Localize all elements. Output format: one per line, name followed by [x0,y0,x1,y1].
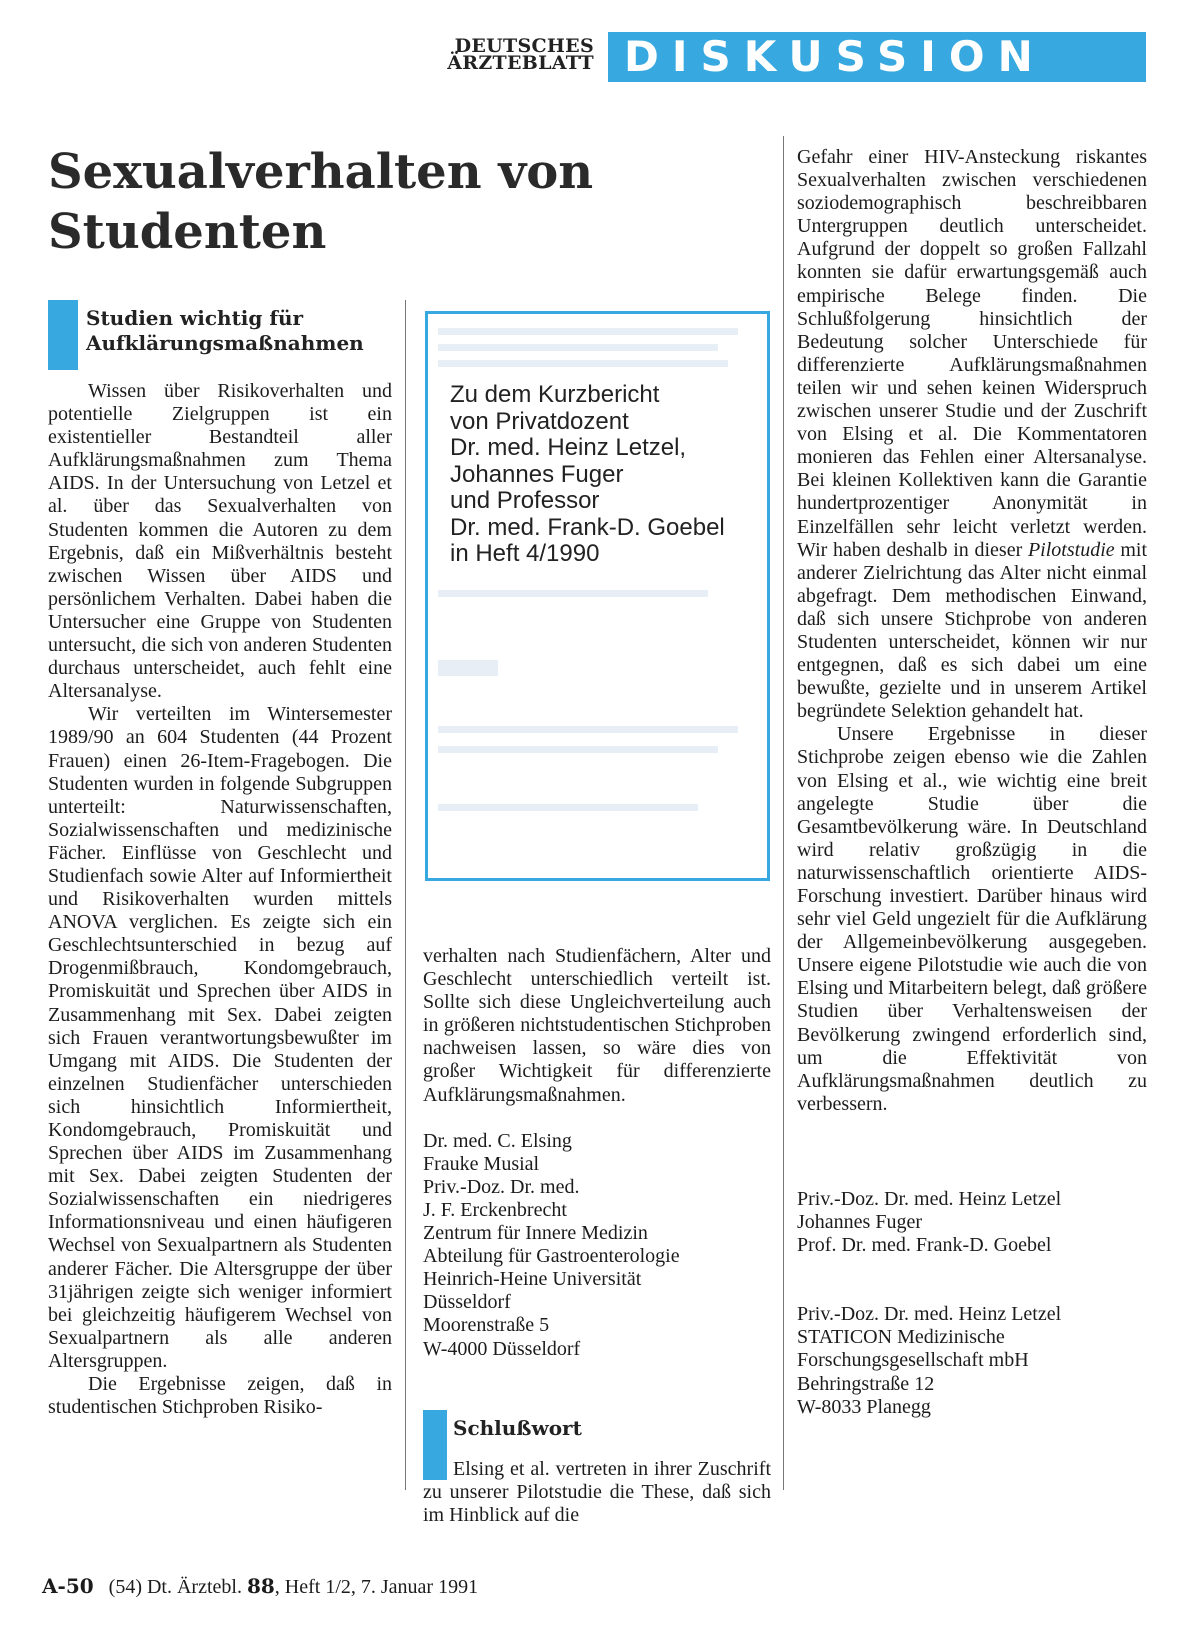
brand-line-1: DEUTSCHES [454,35,594,57]
column-2-closing-text [423,1458,771,1527]
signature-line: Frauke Musial [423,1152,540,1175]
address-line: Forschungsgesellschaft mbH [797,1349,1029,1372]
section-banner: DISKUSSION [608,32,1146,82]
brand-line-2: ÄRZTEBLATT [447,52,594,74]
journal-volume: 88 [246,1574,275,1598]
reference-box-text [450,382,760,568]
page-number: A-50 [42,1574,94,1598]
signature-line: Abteilung für Gastroenterologie [423,1245,680,1268]
paragraph: Die Ergebnisse zeigen, daß in studentischen Stichproben Risiko- [48,1373,392,1419]
signature-block-letzel [797,1188,1147,1257]
signature-line: Zentrum für Innere Medizin [423,1222,648,1245]
article-title [48,142,688,262]
column-2-text [423,945,771,1361]
paragraph: Unsere Ergebnisse in dieser Stichprobe zeigen ebenso wie die Zahlen von Elsing et al., wie wichtig eine breit angelegte Studie über die Gesamtbevölkerung wäre. In Deutschland wird relativ großzügig in die naturwissenschaftlich orientierte AIDS-Forschung investiert. Darüber hinaus wird sehr viel Geld ungezielt für die Aufklärung der Allgemeinbevölkerung ausgegeben. Unsere eigene Pilotstudie wie auch die von Elsing und Mitarbeitern belegt, daß größere Studien über Verhaltensweisen der Bevölkerung zwingend erforderlich sind, um die Effektivität von Aufklärungsmaßnahmen deutlich zu verbessern. [797,723,1147,1115]
show-through-line [438,660,498,676]
show-through-line [438,328,738,335]
subheading-schlusswort: Schlußwort [453,1416,582,1440]
signature-block-elsing [423,1130,771,1361]
masthead-brand [424,35,594,74]
box-line: Zu dem Kurzbericht [450,381,660,408]
address-line: Behringstraße 12 [797,1372,935,1395]
subheading-line-1: Studien wichtig für [86,306,304,330]
column-divider-left [405,300,406,1490]
box-line: Dr. med. Heinz Letzel, [450,434,687,461]
signature-line: Heinrich-Heine Universität [423,1268,642,1291]
subheading-studien [86,306,396,356]
title-line-2: Studenten [48,204,327,260]
signature-line: Priv.-Doz. Dr. med. [423,1175,580,1198]
show-through-line [438,804,698,811]
box-line: von Privatdozent [450,407,629,435]
page-footer [42,1574,478,1599]
text-run-italic: Pilotstudie [1027,538,1115,561]
title-line-1: Sexualverhalten von [48,144,594,200]
subhead-accent-bar [48,300,78,370]
text-run: mit anderer Zielrichtung das Alter nicht einmal abgefragt. Dem methodischen Einwand, daß sich unsere Stichprobe von anderen Studenten unterscheidet, können wir nur entgegnen, daß es sich dabei um eine bewußte, gezielte und in unserem Artikel begründete Selektion gehandelt hat. [797,538,1148,723]
box-line: Dr. med. Frank-D. Goebel [450,513,725,541]
show-through-line [438,590,708,597]
text-run: Gefahr einer HIV-Ansteckung riskantes Sexualverhalten zwischen verschiedenen soziodemographisch beschreibbaren Untergruppen deutlich unterscheidet. Aufgrund der doppelt so großen Fallzahl konnten sie dafür erwartungsgemäß auch empirische Belege finden. Die Schlußfolgerung hinsichtlich der Bedeutung solcher Unterschiede für differenzierte Aufklärungsmaßnahmen teilen wir und sehen keinen Widerspruch zwischen unserer Studie und der Zuschrift von Elsing et al. Die Kommentatoren monieren das Fehlen einer Altersanalyse. Bei kleinen Kollektiven kann die Garantie hundertprozentiger Anonymität in Einzelfällen sehr leicht verletzt werden. Wir haben deshalb in dieser [797,146,1147,561]
paragraph: Wir verteilten im Wintersemester 1989/90 an 604 Studenten (44 Prozent Frauen) einen 26-Item-Fragebogen. Die Studenten wurden in folgende Subgruppen unterteilt: Naturwissenschaften, Sozialwissenschaften und medizinische Fächer. Einflüsse von Geschlecht und Studienfach sowie Alter auf Informiertheit und Risikoverhalten wurden mittels ANOVA verglichen. Es zeigte sich ein Geschlechtsunterschied in bezug auf Drogenmißbrauch, Kondomgebrauch, Promiskuität und Sprechen über AIDS in Zusammenhang mit Sex. Dabei zeigten sich Frauen verantwortungsbewußter im Umgang mit AIDS. Die Studenten der einzelnen Studienfächer unterschieden sich hinsichtlich Informiertheit, Kondomgebrauch, Promiskuität und Sprechen über AIDS im Zusammenhang mit Sex. Dabei zeigten Studenten der Sozialwissenschaften ein niedrigeres Informationsniveau und einen häufigeren Wechsel von Sexualpartnern als Studenten anderer Fächer. Die Altersgruppe der über 31jährigen zeigte sich weniger informiert bei gleichzeitig häufigerem Wechsel von Sexualpartnern als alle anderen Altersgruppen. [48,703,392,1372]
box-line: in Heft 4/1990 [450,540,600,567]
journal-issue: , Heft 1/2, 7. Januar 1991 [274,1576,479,1598]
address-line: STATICON Medizinische [797,1326,1005,1349]
signature-line: Dr. med. C. Elsing [423,1129,572,1152]
show-through-line [438,360,728,367]
signature-line: Moorenstraße 5 [423,1314,550,1337]
column-1-text [48,380,392,1419]
signature-line: Johannes Fuger [797,1211,922,1234]
journal-reference: (54) Dt. Ärztebl. [108,1576,242,1598]
reference-box [425,311,770,881]
address-block-staticon [797,1303,1147,1418]
paragraph: Wissen über Risikoverhalten und potentielle Zielgruppen ist ein existentieller Bestandteil aller Aufklärungsmaßnahmen zum Thema AIDS. In der Untersuchung von Letzel et al. über das Sexualverhalten von Studenten kommen die Autoren zu dem Ergebnis, daß ein Mißverhältnis besteht zwischen Wissen über AIDS und persönlichem Verhalten. Dabei haben die Untersucher eine Gruppe von Studenten untersucht, die sich von anderen Studenten durchaus unterscheidet, auch fehlt eine Altersanalyse. [48,380,392,703]
box-line: Johannes Fuger [450,460,624,488]
show-through-line [438,344,718,351]
address-line: Priv.-Doz. Dr. med. Heinz Letzel [797,1303,1062,1326]
column-3-text [797,146,1147,1419]
box-line: und Professor [450,487,600,514]
column-divider-right [783,136,784,1490]
address-line: W-8033 Planegg [797,1395,931,1418]
paragraph: verhalten nach Studienfächern, Alter und Geschlecht unterschiedlich verteilt ist. Sollte sich diese Ungleichverteilung auch in größeren nichtstudentischen Stichproben nachweisen lassen, so wäre dies von großer Wichtigkeit für differenzierte Aufklärungsmaßnahmen. [423,945,771,1106]
signature-line: Düsseldorf [423,1291,511,1314]
signature-line: J. F. Erckenbrecht [423,1198,567,1221]
subheading-line-2: Aufklärungsmaßnahmen [86,331,364,355]
signature-line: Priv.-Doz. Dr. med. Heinz Letzel [797,1187,1062,1210]
paragraph: Elsing et al. vertreten in ihrer Zuschrift zu unserer Pilotstudie die These, daß sich im Hinblick auf die [423,1458,771,1527]
paragraph [797,146,1147,723]
show-through-line [438,726,738,733]
show-through-line [438,746,718,753]
signature-line: W-4000 Düsseldorf [423,1337,581,1360]
signature-line: Prof. Dr. med. Frank-D. Goebel [797,1234,1052,1257]
